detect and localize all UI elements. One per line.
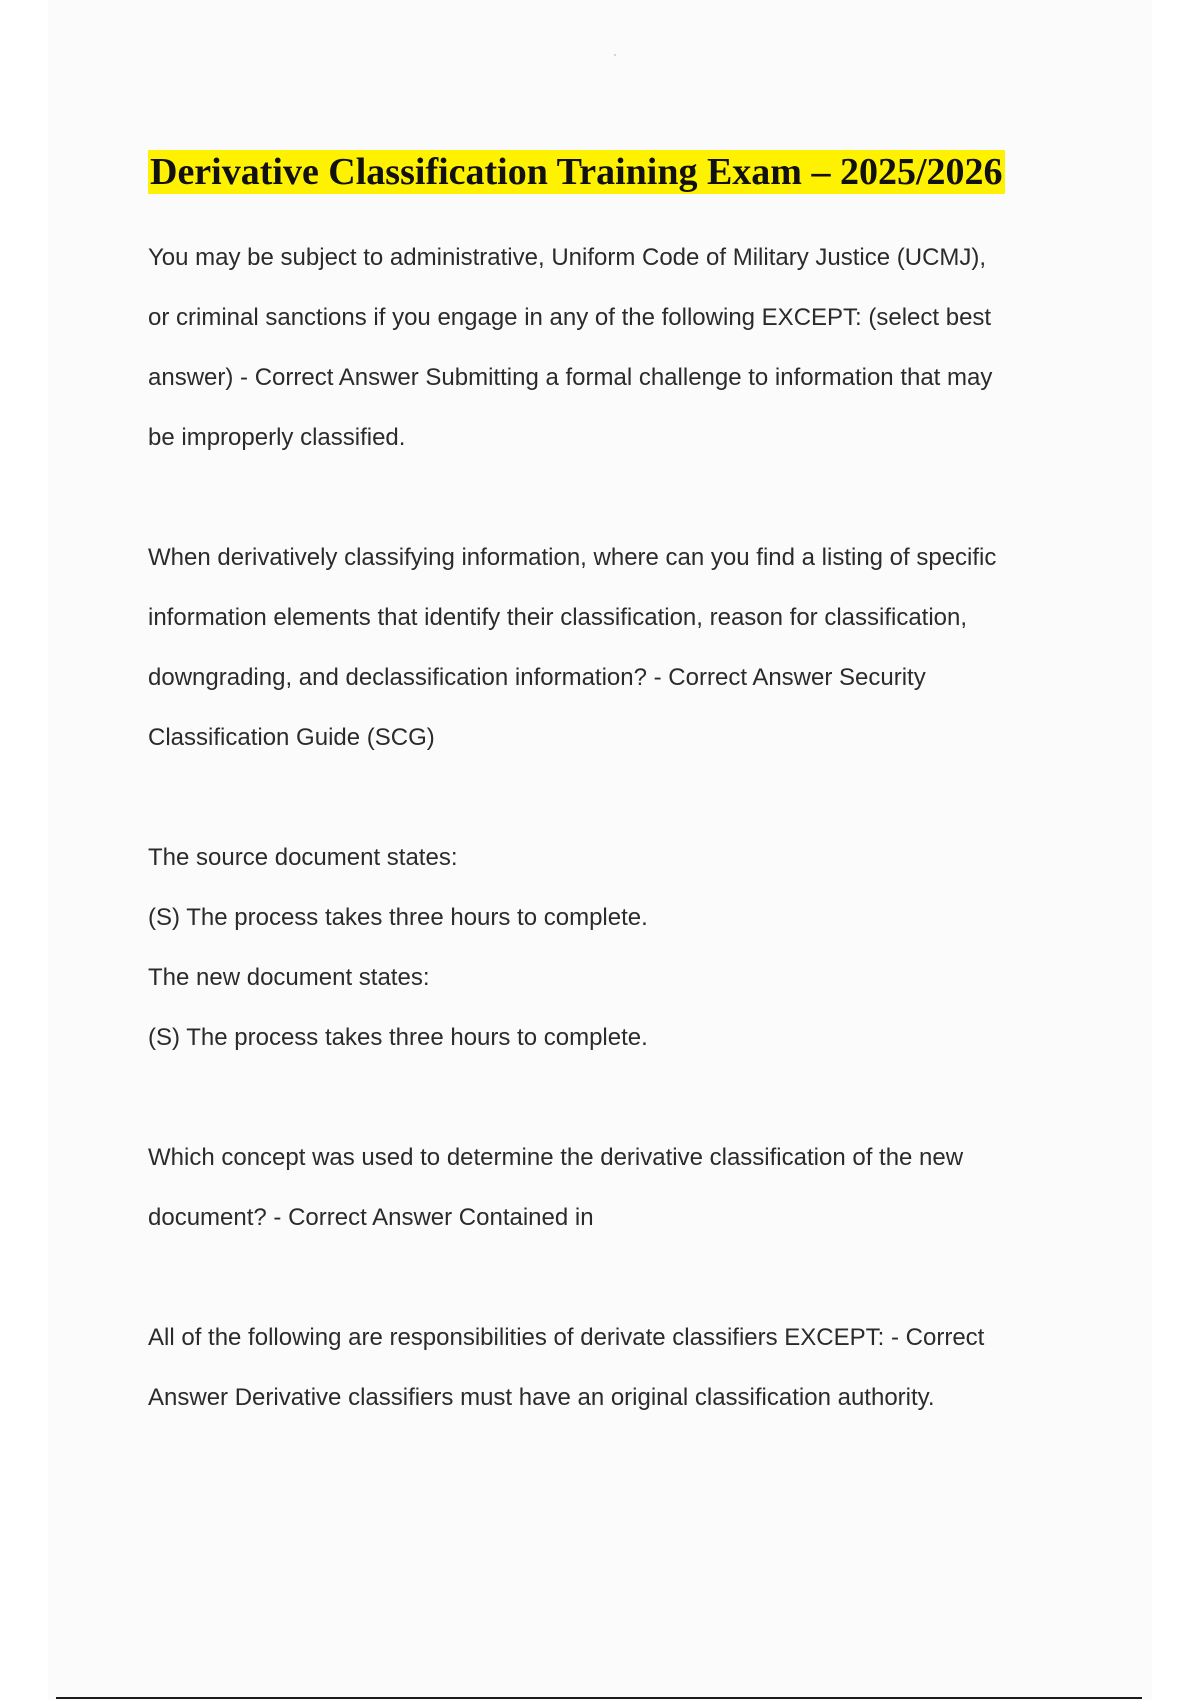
qa-line: information elements that identify their classification, reason for classification, <box>148 604 968 631</box>
qa-line: The new document states: <box>148 964 430 991</box>
qa-line: The source document states: <box>148 844 458 871</box>
qa-item-3 <box>148 828 1078 1068</box>
document-title: Derivative Classification Training Exam – 2025/2026 <box>150 151 1003 193</box>
title-container <box>148 150 1005 194</box>
qa-line: You may be subject to administrative, Uniform Code of Military Justice (UCMJ), <box>148 244 987 271</box>
qa-line: When derivatively classifying information, where can you find a listing of specific <box>148 544 997 571</box>
qa-line: (S) The process takes three hours to complete. <box>148 904 648 931</box>
footer-rule <box>56 1697 1142 1699</box>
qa-line: answer) - Correct Answer Submitting a formal challenge to information that may <box>148 364 993 391</box>
qa-line: All of the following are responsibilities of derivate classifiers EXCEPT: - Correct <box>148 1324 985 1351</box>
qa-line: be improperly classified. <box>148 424 406 451</box>
qa-line: Which concept was used to determine the derivative classification of the new <box>148 1144 964 1171</box>
scan-speck <box>614 54 616 56</box>
qa-line: (S) The process takes three hours to complete. <box>148 1024 648 1051</box>
qa-line: Answer Derivative classifiers must have an original classification authority. <box>148 1384 935 1411</box>
qa-item-1 <box>148 228 1078 468</box>
qa-line: downgrading, and declassification information? - Correct Answer Security <box>148 664 926 691</box>
qa-line: Classification Guide (SCG) <box>148 724 435 751</box>
qa-item-4 <box>148 1128 1078 1248</box>
qa-line: document? - Correct Answer Contained in <box>148 1204 594 1231</box>
qa-item-2 <box>148 528 1078 768</box>
qa-line: or criminal sanctions if you engage in any of the following EXCEPT: (select best <box>148 304 992 331</box>
qa-item-5 <box>148 1308 1078 1428</box>
